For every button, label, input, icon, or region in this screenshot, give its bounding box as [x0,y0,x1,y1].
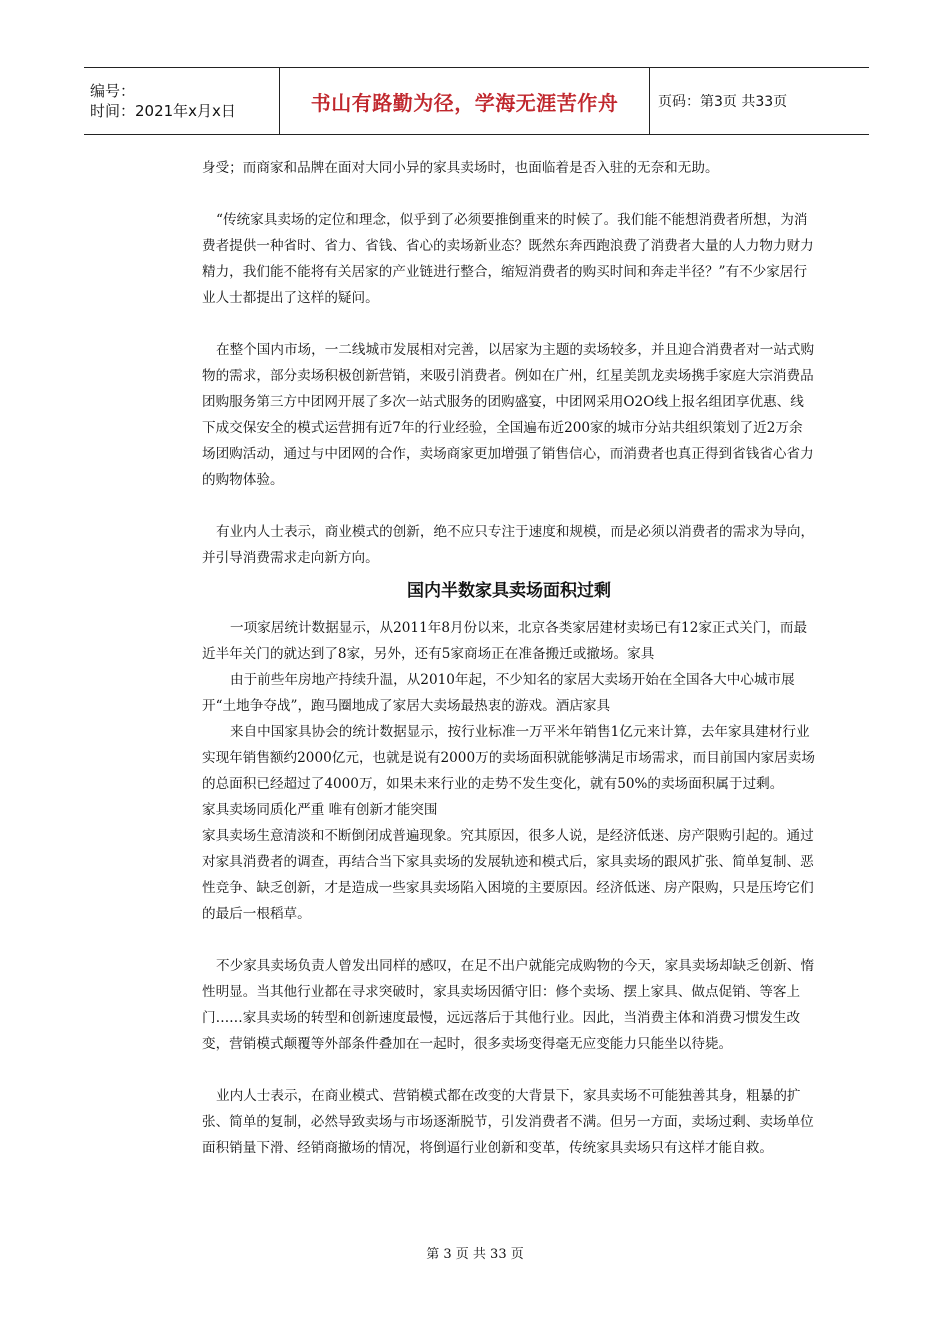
subheading: 家具卖场同质化严重 唯有创新才能突围 [202,802,438,818]
paragraph-10: 不少家具卖场负责人曾发出同样的感叹，在足不出户就能完成购物的今天，家具卖场却缺乏创新、惰性明显。当其他行业都在寻求突破时，家具卖场因循守旧：修个卖场、摆上家具、做点促销、等客上门……家具卖场的转型和创新速度最慢，远远落后于其他行业。因此，当消费主体和消费习惯发生改变，营销模式颠覆等外部条件叠加在一起时，很多卖场变得毫无应变能力只能坐以待毙。 [202,958,815,1052]
document-body [202,155,816,1161]
page-header [84,67,869,135]
paragraph-3: 在整个国内市场，一二线城市发展相对完善，以居家为主题的卖场较多，并且迎合消费者对一站式购物的需求，部分卖场积极创新营销，来吸引消费者。例如在广州，红星美凯龙卖场携手家庭大宗消费品团购服务第三方中团网开展了多次一站式服务的团购盛宴，中团网采用O2O线上报名组团享优惠、线下成交保安全的模式运营拥有近7年的行业经验，全国遍布近200家的城市分站共组织策划了近2万余场团购活动，通过与中团网的合作，卖场商家更加增强了销售信心，而消费者也真正得到省钱省心省力的购物体验。 [202,342,815,488]
header-page-info [650,68,869,134]
motto-text: 书山有路勤为径，学海无涯苦作舟 [310,90,619,115]
paragraph-2: “传统家具卖场的定位和理念，似乎到了必须要推倒重来的时候了。我们能不能想消费者所想，为消费者提供一种省时、省力、省钱、省心的卖场新业态？既然东奔西跑浪费了消费者大量的人力物力财力精力，我们能不能将有关居家的产业链进行整合，缩短消费者的购买时间和奔走半径？”有不少家居行业人士都提出了这样的疑问。 [202,212,814,306]
page-number-label: 页码：第3页 共33页 [658,94,788,110]
paragraph-7: 来自中国家具协会的统计数据显示，按行业标准一万平米年销售1亿元来计算，去年家具建材行业实现年销售额约2000亿元，也就是说有2000万的卖场面积就能够满足市场需求，而目前国内家居卖场的总面积已经超过了4000万，如果未来行业的走势不发生变化，就有50%的卖场面积属于过剩。 [202,724,815,792]
section-heading: 国内半数家具卖场面积过剩 [407,581,611,601]
paragraph-1: 身受；而商家和品牌在面对大同小异的家具卖场时，也面临着是否入驻的无奈和无助。 [202,160,719,176]
paragraph-6: 由于前些年房地产持续升温，从2010年起，不少知名的家居大卖场开始在全国各大中心城市展开“土地争夺战”，跑马圈地成了家居大卖场最热衷的游戏。酒店家具 [202,672,795,714]
page-footer [0,1243,950,1262]
header-meta [84,68,280,134]
header-motto [280,68,650,134]
paragraph-9: 家具卖场生意清淡和不断倒闭成普遍现象。究其原因，很多人说，是经济低迷、房产限购引起的。通过对家具消费者的调查，再结合当下家具卖场的发展轨迹和模式后，家具卖场的跟风扩张、简单复制、恶性竞争、缺乏创新，才是造成一些家具卖场陷入困境的主要原因。经济低迷、房产限购，只是压垮它们的最后一根稻草。 [202,828,814,922]
paragraph-11: 业内人士表示，在商业模式、营销模式都在改变的大背景下，家具卖场不可能独善其身，粗暴的扩张、简单的复制，必然导致卖场与市场逐渐脱节，引发消费者不满。但另一方面，卖场过剩、卖场单位面积销量下滑、经销商撤场的情况，将倒逼行业创新和变革，传统家具卖场只有这样才能自救。 [202,1088,814,1156]
footer-page-number: 第 3 页 共 33 页 [426,1247,524,1262]
paragraph-4: 有业内人士表示，商业模式的创新，绝不应只专注于速度和规模，而是必须以消费者的需求为导向，并引导消费需求走向新方向。 [202,524,815,566]
doc-date-label: 时间：2021年x月x日 [90,102,236,120]
paragraph-5: 一项家居统计数据显示，从2011年8月份以来，北京各类家居建材卖场已有12家正式关门，而最近半年关门的就达到了8家，另外，还有5家商场正在准备搬迁或撤场。家具 [202,620,808,662]
doc-number-label: 编号： [90,82,136,100]
